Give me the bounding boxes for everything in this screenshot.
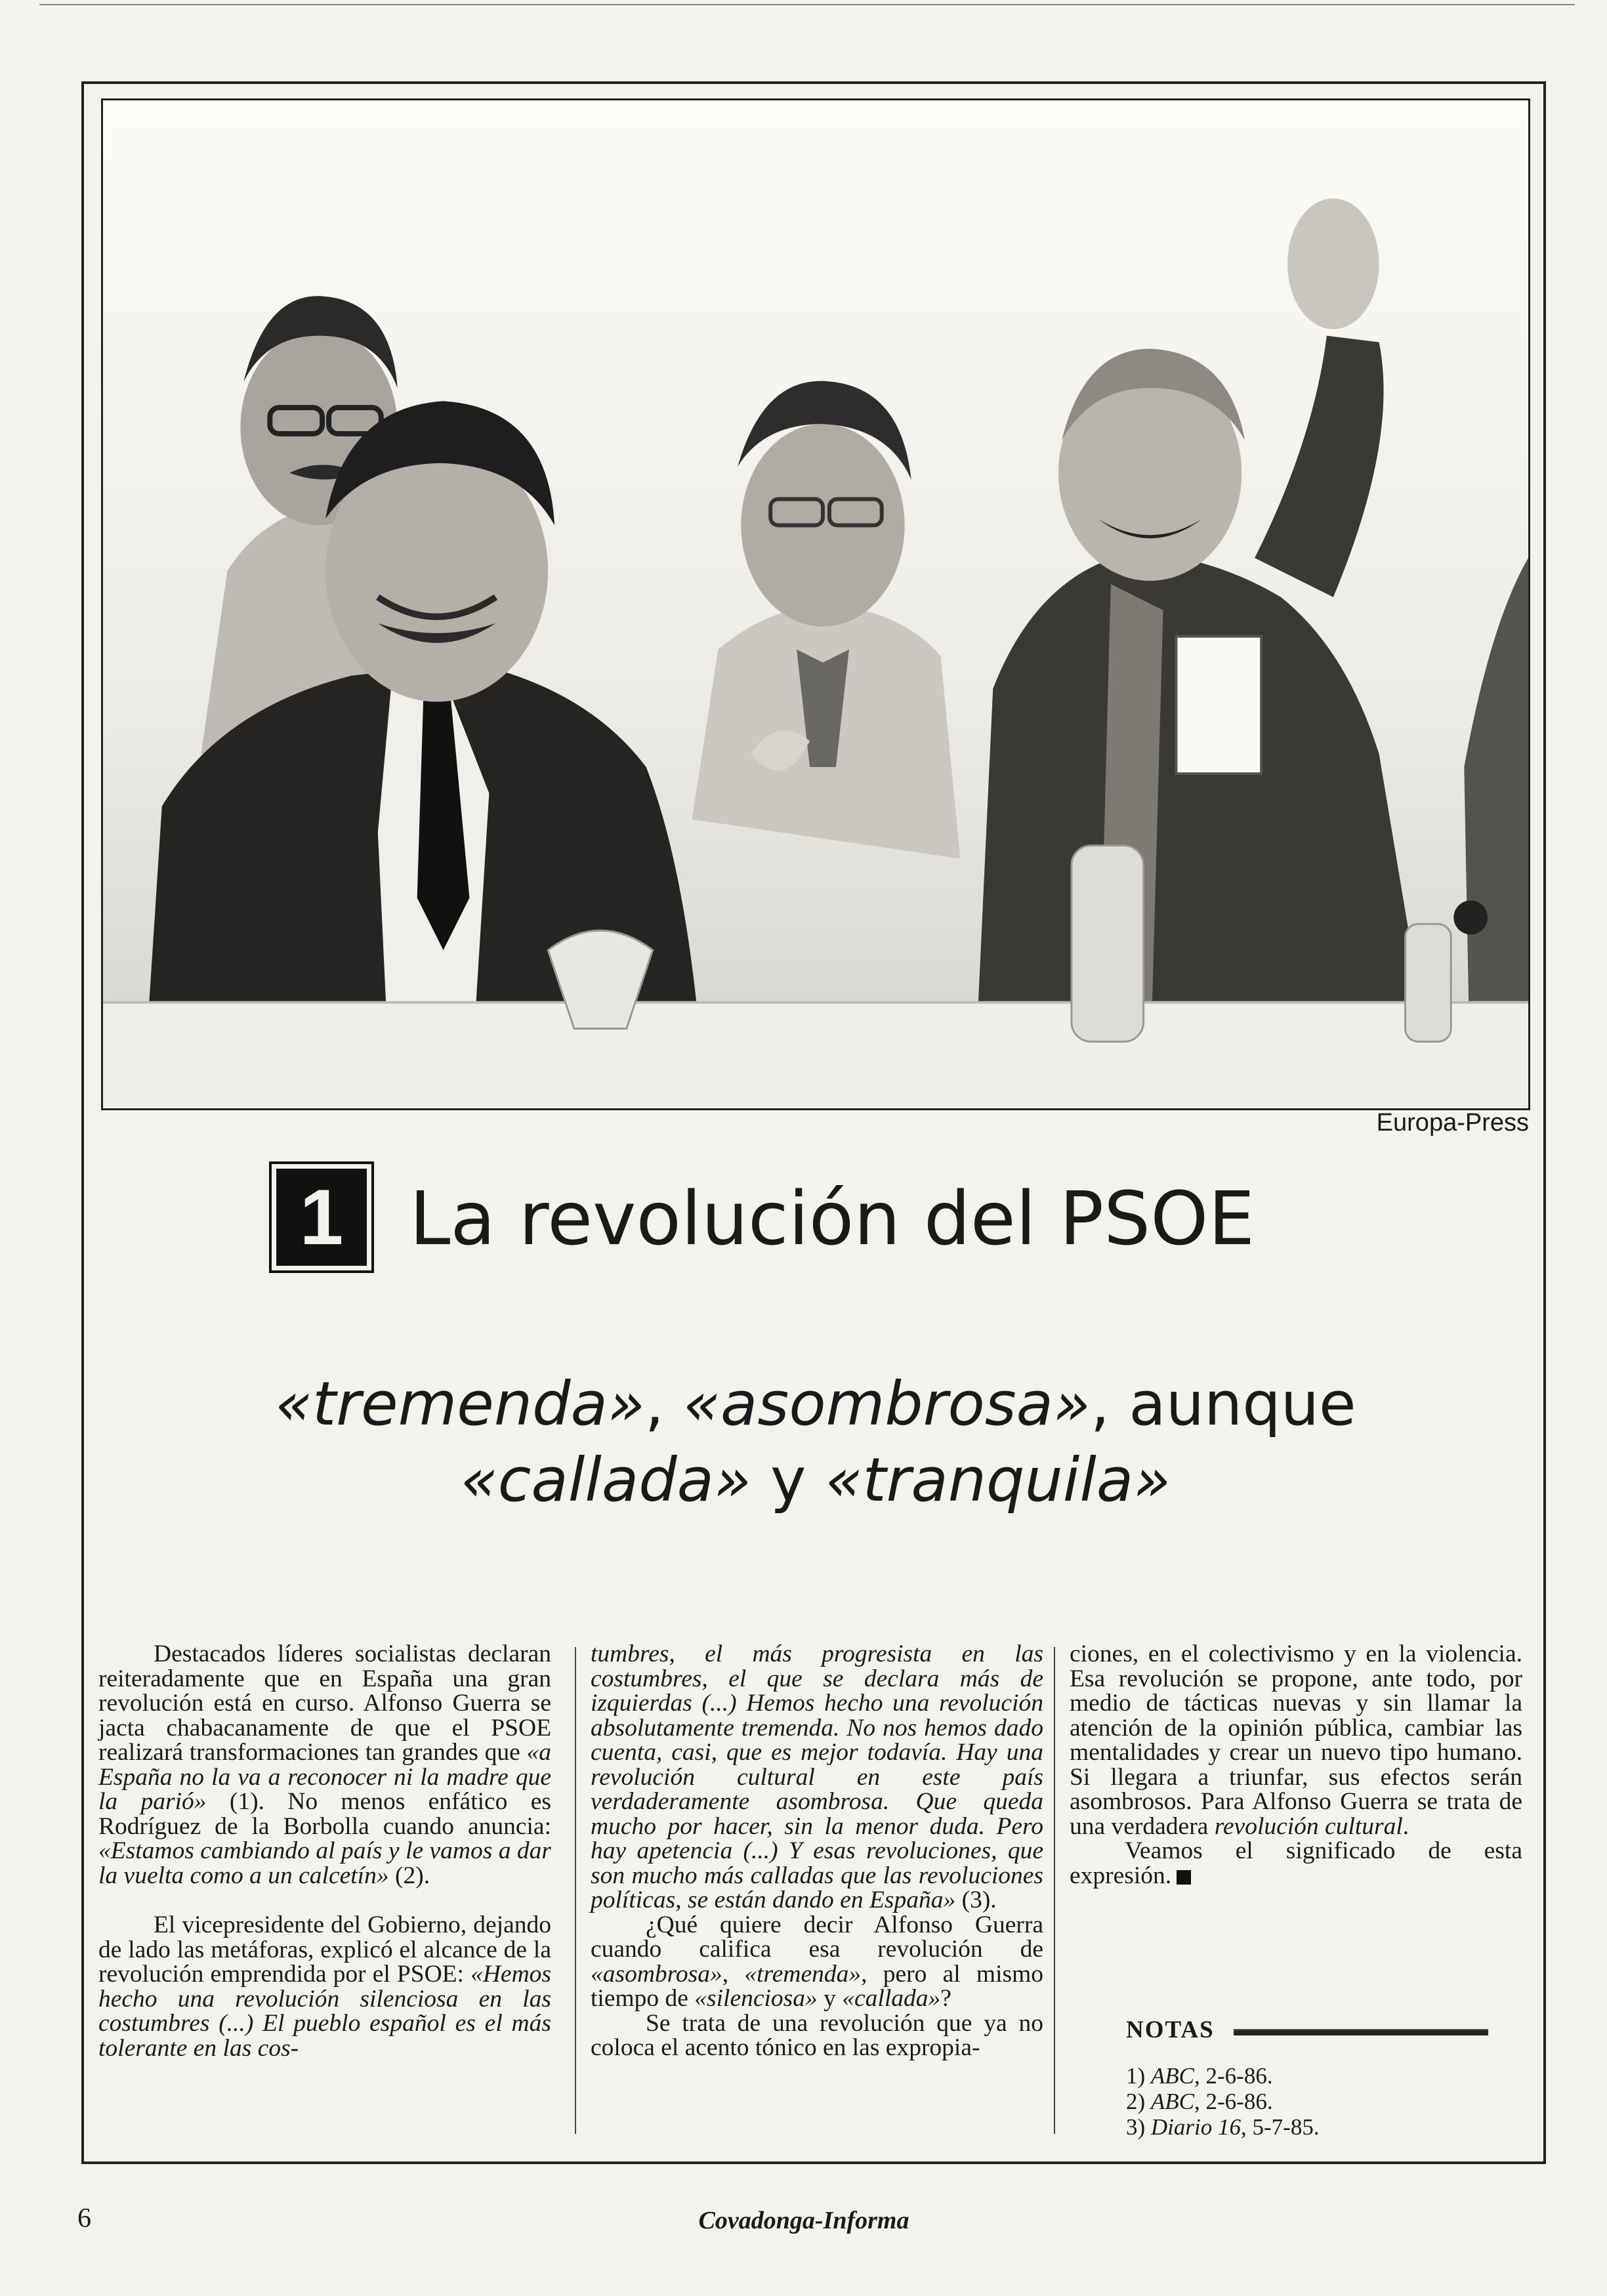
body-paragraph <box>98 1642 551 1888</box>
body-text: El vicepresidente del Gobierno, dejando de lado las metáforas, explicó el alcance de la revolución emprendida por el PSOE: <box>98 1911 551 1988</box>
article-photo <box>101 98 1530 1110</box>
note-item <box>1126 2089 1520 2114</box>
photo-illustration <box>103 100 1528 1108</box>
notes-heading: NOTAS <box>1126 2016 1215 2043</box>
scan-top-edge <box>39 4 1575 5</box>
note-number: 1) <box>1126 2063 1151 2089</box>
body-text: ¿Qué quiere decir Alfonso Guerra cuando califica esa revolución de <box>591 1911 1043 1963</box>
quote-text: «asombrosa» <box>591 1960 722 1988</box>
body-paragraph <box>1070 1839 1522 1888</box>
body-text: , pero al mismo tiempo de <box>591 1960 1044 2012</box>
subtitle-conjunction: y <box>751 1445 825 1515</box>
note-date: , 5-7-85. <box>1241 2114 1320 2140</box>
body-paragraph <box>591 1642 1043 1913</box>
subtitle-quote-callada: «callada» <box>460 1445 751 1515</box>
article-subtitle <box>101 1366 1530 1518</box>
quote-text: «Estamos cambiando al país y le vamos a dar la vuelta como a un calcetín» <box>98 1837 551 1889</box>
note-item <box>1126 2063 1520 2089</box>
note-item <box>1126 2114 1520 2140</box>
body-column-3 <box>1070 1642 1522 1888</box>
body-text: (3). <box>955 1887 997 1913</box>
page-number: 6 <box>77 2203 91 2234</box>
quote-text: «tremenda» <box>744 1960 862 1988</box>
column-rule <box>575 1647 576 2134</box>
end-of-article-mark <box>1177 1870 1191 1885</box>
body-paragraph <box>98 1913 551 2060</box>
quote-text: «callada» <box>842 1985 941 2012</box>
body-text: (2). <box>388 1862 430 1889</box>
body-text: ciones, en el colectivismo y en la violencia. Esa revolución se propone, ante todo, por medio de tácticas nuevas y sin llamar la atención de la opinión pública, cambiar las mentalidades y crear un nuevo tipo humano. Si llegara a triunfar, sus efectos serán asombrosos. Para Alfonso Guerra se trata de una verdadera <box>1070 1640 1522 1840</box>
subtitle-quote-tranquila: «tranquila» <box>825 1445 1171 1515</box>
publication-name: Covadonga-Informa <box>698 2207 909 2234</box>
article-title: La revolución del PSOE <box>409 1177 1255 1262</box>
note-date: , 2-6-86. <box>1194 2063 1273 2089</box>
notes-heading-bar <box>1234 2029 1488 2035</box>
body-text: ? <box>940 1985 951 2012</box>
chapter-number-box <box>269 1161 374 1273</box>
column-rule <box>1054 1647 1055 2134</box>
note-source: ABC <box>1150 2089 1195 2114</box>
quote-text: tumbres, el más progresista en las costumbres, el que se declara más de izquierdas (...) Hemos hecho una revolución absolutamente tremenda. No nos hemos dado cuenta, casi, que es mejor todavía. Hay una revolución cultural en este país verdaderamente asombrosa. Que queda mucho por hacer, sin la menor duda. Pero hay apetencia (...) Y esas revoluciones, que son mucho más calladas que las revoluciones políticas, se están dando en España» <box>591 1640 1043 1913</box>
body-text: Destacados líderes socialistas declaran reiteradamente que en España una gran revolución está en curso. Alfonso Guerra se jacta chabacanamente de que el PSOE realizará transformaciones tan grandes que <box>98 1640 551 1766</box>
note-date: , 2-6-86. <box>1194 2089 1273 2114</box>
quote-text: «Hemos hecho una revolución silenciosa en las costumbres (...) El pueblo español es el más tolerante en las cos- <box>98 1961 551 2062</box>
body-paragraph <box>1070 1642 1522 1839</box>
quote-text: «a España no la va a reconocer ni la madre que la parió» <box>98 1739 551 1815</box>
subtitle-quote-asombrosa: «asombrosa» <box>683 1369 1091 1439</box>
subtitle-line-2 <box>101 1442 1530 1518</box>
subtitle-tail: , aunque <box>1090 1369 1356 1439</box>
body-paragraph: Se trata de una revolución que ya no coloca el acento tónico en las expropia- <box>591 2009 1043 2061</box>
note-source: ABC <box>1150 2063 1195 2089</box>
note-source: Diario 16 <box>1150 2114 1242 2140</box>
body-text: y <box>817 1985 843 2012</box>
body-text: Veamos el significado de esta expresión. <box>1070 1837 1522 1889</box>
subtitle-line-1 <box>101 1366 1530 1442</box>
body-column-1 <box>98 1642 551 2060</box>
body-text: . <box>1402 1812 1409 1840</box>
body-text: (1). No menos enfático es Rodríguez de la Borbolla cuando anuncia: <box>98 1788 551 1840</box>
body-paragraph <box>591 1913 1043 2011</box>
emphasis-text: revolución cultural <box>1214 1812 1403 1840</box>
body-column-2 <box>591 1642 1043 2060</box>
note-number: 3) <box>1126 2114 1151 2140</box>
body-text: , <box>722 1960 745 1988</box>
notes-list <box>1126 2063 1520 2140</box>
quote-text: «silenciosa» <box>694 1985 818 2012</box>
subtitle-separator: , <box>644 1369 684 1439</box>
note-number: 2) <box>1126 2089 1151 2114</box>
photo-credit: Europa-Press <box>1376 1109 1529 1137</box>
chapter-number: 1 <box>276 1169 367 1266</box>
subtitle-quote-tremenda: «tremenda» <box>275 1369 645 1439</box>
